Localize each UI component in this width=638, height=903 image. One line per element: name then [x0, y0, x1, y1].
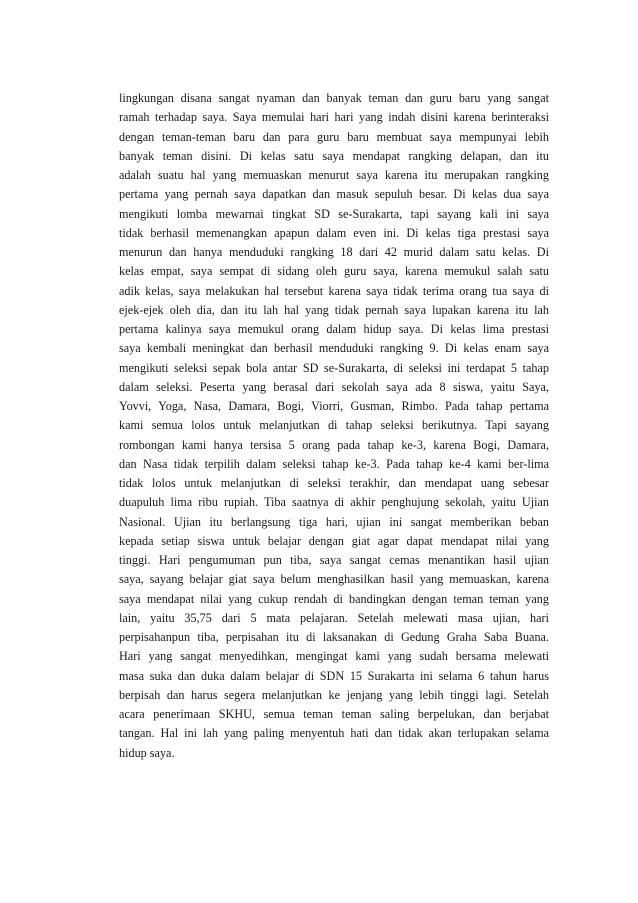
text-line: dalam seleksi. Peserta yang berasal dari sekolah saya ada 8 siswa, yaitu Saya,: [119, 379, 549, 394]
text-line: acara penerimaan SKHU, semua teman teman saling berpelukan, dan berjabat: [119, 707, 549, 721]
text-line: duapuluh lima ribu rupiah. Tiba saatnya di akhir penghujung sekolah, yaitu Ujian: [119, 495, 549, 510]
text-line: tinggi. Hari pengumuman pun tiba, saya sangat cemas menantikan hasil ujian: [119, 553, 549, 567]
text-line: pertama kalinya saya memukul orang dalam hidup saya. Di kelas lima prestasi: [119, 322, 549, 336]
text-line: lingkungan disana sangat nyaman dan banyak teman dan guru baru yang sangat: [119, 91, 549, 105]
text-line: Nasional. Ujian itu berlangsung tiga hari, ujian ini sangat memberikan beban: [119, 514, 549, 529]
text-line: perpisahanpun tiba, perpisahan itu di laksanakan di Gedung Graha Saba Buana.: [119, 630, 549, 644]
text-line: saya kembali meningkat dan berhasil menduduki rangking 9. Di kelas enam saya: [119, 341, 549, 356]
text-line: kepada setiap siswa untuk belajar dengan giat agar dapat mendapat nilai yang: [119, 533, 549, 548]
text-line: dengan teman-teman baru dan para guru baru membuat saya mempunyai lebih: [119, 129, 549, 144]
text-line-last: hidup saya.: [119, 745, 175, 760]
text-line: masa suka dan duka dalam belajar di SDN 15 Surakarta ini selama 6 tahun harus: [119, 668, 549, 683]
text-line: adalah suatu hal yang memuaskan menurut saya karena itu merupakan rangking: [119, 168, 549, 182]
text-line: rombongan kami hanya tersisa 5 orang pada tahap ke-3, karena Bogi, Damara,: [119, 437, 549, 452]
text-line: menurun dan hanya menduduki rangking 18 dari 42 murid dalam satu kelas. Di: [119, 245, 549, 259]
text-line: banyak teman disini. Di kelas satu saya mendapat rangking delapan, dan itu: [119, 148, 549, 163]
text-line: mengikuti seleksi sepak bola antar SD se-Surakarta, di seleksi ini terdapat 5 tahap: [119, 360, 549, 375]
text-line: lain, yaitu 35,75 dari 5 mata pelajaran. Setelah melewati masa ujian, hari: [119, 610, 549, 625]
text-line: saya, sayang belajar giat saya belum menghasilkan hasil yang memuaskan, karena: [119, 572, 549, 587]
text-line: Yovvi, Yoga, Nasa, Damara, Bogi, Viorri, Gusman, Rimbo. Pada tahap pertama: [119, 399, 549, 413]
text-line: pertama yang pernah saya dapatkan dan masuk sepuluh besar. Di kelas dua saya: [119, 187, 549, 202]
text-line: ramah terhadap saya. Saya memulai hari hari yang indah disini karena berinteraksi: [119, 110, 549, 125]
text-line: berpisah dan harus segera melanjutkan ke jenjang yang lebih tinggi lagi. Setelah: [119, 687, 549, 702]
text-line: ejek-ejek oleh dia, dan itu lah hal yang tidak pernah saya lupakan karena itu lah: [119, 302, 549, 317]
text-line: mengikuti lomba mewarnai tingkat SD se-Surakarta, tapi sayang kali ini saya: [119, 206, 549, 221]
text-line: kelas empat, saya sempat di sidang oleh guru saya, karena memukul salah satu: [119, 264, 549, 279]
text-line: adik kelas, saya melakukan hal tersebut karena saya tidak terima orang tua saya di: [119, 283, 549, 298]
text-line: saya mendapat nilai yang cukup rendah di bandingkan dengan teman teman yang: [119, 591, 549, 606]
text-line: kami semua lolos untuk melanjutkan di tahap seleksi berikutnya. Tapi sayang: [119, 418, 549, 433]
text-line: tidak lolos untuk melanjutkan di seleksi terakhir, dan mendapat uang sebesar: [119, 476, 549, 490]
text-line: Hari yang sangat menyedihkan, mengingat kami yang sudah bersama melewati: [119, 649, 549, 664]
text-line: tidak berhasil memenangkan apapun dalam even ini. Di kelas tiga prestasi saya: [119, 225, 549, 240]
body-paragraph: [119, 89, 549, 763]
text-line: tangan. Hal ini lah yang paling menyentuh hati dan tidak akan terlupakan selama: [119, 726, 549, 741]
text-line: dan Nasa tidak terpilih dalam seleksi tahap ke-3. Pada tahap ke-4 kami ber-lima: [119, 456, 549, 471]
